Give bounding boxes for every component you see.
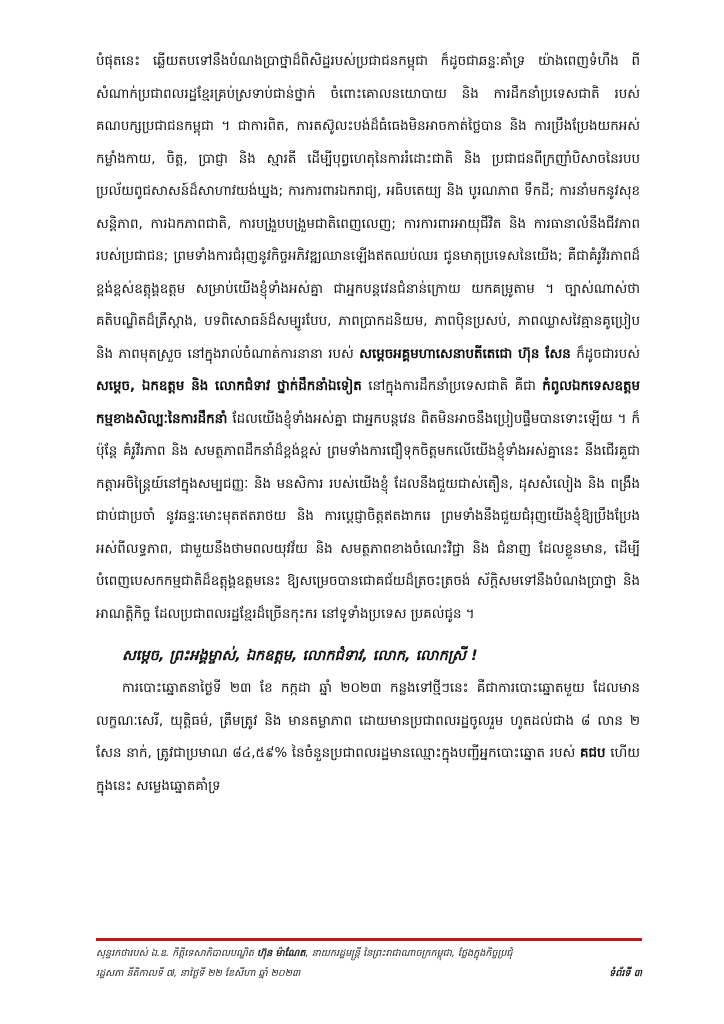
footer-line-2 [96,964,642,984]
bold-leaders: សម្តេច, ឯកឧត្តម និង លោកជំទាវ ថ្នាក់ដឹកនាំឯទៀត [96,379,362,394]
page-footer [96,944,642,984]
page-number: ទំព័រទី ៣ [609,968,642,979]
bold-name-hun-sen: សម្តេចអគ្គមហាសេនាបតីតេជោ ហ៊ុន សែន [359,346,571,362]
paragraph-1-text-c: ក៏ដូចជារបស់ [570,346,640,362]
paragraph-2-text-a: ការបោះឆ្នោតនាថ្ងៃទី ២៣ ខែ កក្កដា ឆ្នាំ ២០២៣ កន្លងទៅថ្មីៗនេះ គឺជាការបោះឆ្នោតមួយ ដែលមានលក្ខណៈសេរី, យុត្តិធម៌, ត្រឹមត្រូវ និង មានតម្លាភាព ដោយមានប្រជាពលរដ្ឋចូលរួម ហូតដល់ជាង ៨ លាន ២ សែន នាក់, ត្រូវជាប្រមាណ ៨៤,៥៩% នៃចំនួនប្រជាពលរដ្ឋមានឈ្មោះក្នុងបញ្ជីអ្នកបោះឆ្នោត របស់ [96,681,640,761]
bold-nec: គជប [580,746,606,761]
paragraph-1-text-a: បំផុតនេះ ឆ្លើយតបទៅនឹងបំណងប្រាថ្នាដ៏ពិសិដ្ឋរបស់ប្រជាជនកម្ពុជា ក៏ដូចជាឆន្ទៈគាំទ្រ យ៉ាងពេញទំហឹង ពីសំណាក់ប្រជាពលរដ្ឋខ្មែរគ្រប់ស្រទាប់ជាន់ថ្នាក់ ចំពោះគោលនយោបាយ និង ការដឹកនាំប្រទេសជាតិ របស់គណបក្សប្រជាជនកម្ពុជា ។ ជាការពិត, ការតស៊ូលះបង់ដ៏ធំធេងមិនអាចកាត់ថ្លៃបាន និង ការប្រឹងប្រែងយកអស់កម្លាំងកាយ, ចិត្ត, ប្រាជ្ញា និង ស្មារតី ដើម្បីបុព្វហេតុនៃការរំដោះជាតិ និង ប្រជាជនពីក្រញាំបិសាចនៃរបបប្រល័យពូជសាសន៍ដ៏សាហាវយង់ឃ្នង; ការការពារឯករាជ្យ, អធិបតេយ្យ និង បូរណភាព ទឹកដី; ការនាំមកនូវសុខសន្តិភាព, ការឯកភាពជាតិ, ការបង្រួបបង្រួមជាតិពេញលេញ; ការការពារអាយុជីវិត និង ការធានាលំនឹងជីវភាព របស់ប្រជាជន; ព្រមទាំងការជំរុញនូវកិច្ចអភិវឌ្ឍឈានឡើងឥតឈប់ឈរ ជូនមាតុប្រទេសនៃយើង; គឺជាគំរូវីរភាពដ៏ខ្ពង់ខ្ពស់ឧត្តុង្គឧត្តម សម្រាប់យើងខ្ញុំទាំងអស់គ្នា ជាអ្នកបន្តវេនជំនាន់ក្រោយ យកគម្រូតាម ។ ច្បាស់ណាស់ថា គតិបណ្ឌិតដ៏ត្រឹស្តាង, បទពិសោធន៍ដ៏សម្បូរបែប, ភាពប្រាកដនិយម, ភាពប៉ិនប្រសប់, ភាពឈ្លាសវៃគ្មានគូប្រៀប និង ភាពមុតស្រួច នៅក្នុងរាល់ចំណាត់ការនានា របស់ [96,54,640,362]
paragraph-1-text-e: ដែលយើងខ្ញុំទាំងអស់គ្នា ជាអ្នកបន្តវេន ពិតមិនអាចនឹងប្រៀបផ្ទឹមបានទោះឡើយ ។ ក៏ប៉ុន្តែ គំរូវីរភាព និង សមត្ថភាពដឹកនាំដ៏ខ្ពង់ខ្ពស់ ព្រមទាំងការជឿទុកចិត្តមកលើយើងខ្ញុំទាំងអស់គ្នានេះ នឹងជើរគួជាកត្តាអចិន្ត្រៃយ៍នៅក្នុងសម្បជញ្ញៈ និង មនសិការ របស់យើងខ្ញុំ ដែលនឹងជួយជាស់តឿន, ដុសសំលៀង និង ពង្រឹងជាប់ជាប្រចាំ នូវឆន្ទៈមោះមុតឥតរាថយ និង ការប្តេជ្ញាចិត្តឥតងាករេ ព្រមទាំងនឹងជួយជំរុញយើងខ្ញុំឱ្យប្រឹងប្រែងអស់ពីលទ្ធភាព, ជាមួយនឹងថាមពលយុវវ័យ និង សមត្ថភាពខាងចំណេះវិជ្ជា និង ជំនាញ ដែលខ្លួនមាន, ដើម្បីបំពេញបេសកកម្មជាតិដ៏ឧត្តុង្គឧត្តមនេះ ឱ្យសម្រេចបានជោគជ័យដ៏ត្រចះត្រចង់ ស័ក្តិសមទៅនឹងបំណងប្រាថ្នា និង អាណត្តិកិច្ច ដែលប្រជាពលរដ្ឋខ្មែរដ៏ច្រើនកុះករ នៅទូទាំងប្រទេស ប្រគល់ជូន ។ [96,411,640,622]
footer-line-1 [96,944,642,964]
salutation-line: សម្តេច, ព្រះអង្គម្ចាស់, ឯកឧត្តម, លោកជំទាវ, លោក, លោកស្រី ! [122,648,478,664]
speech-body [96,46,640,803]
paragraph-1-text-d: នៅក្នុងការដឹកនាំប្រទេសជាតិ គឺជា [361,379,543,394]
footer-date: រដ្ឋសភា នីតិកាលទី ៧, នាថ្ងៃទី ២២ ខែសីហា ឆ្នាំ ២០២៣ [96,968,301,979]
paragraph-2-text-c: ហើយក្នុងនេះ សម្លេងឆ្នោតគាំទ្រ [96,746,641,794]
footer-line-1-a: សុន្ទរកថារបស់ ឯ.ឧ. កិត្តិទេសាភិបាលបណ្ឌិត [96,948,257,959]
footer-line-1-c: , នាយករដ្ឋមន្ត្រី នៃព្រះរាជាណាចក្រកម្ពុជា, ថ្លែងក្នុងកិច្ចប្រជុំ [305,948,513,959]
footer-speaker-name: ហ៊ុន ម៉ាណែត [256,948,306,959]
bold-leadership-art: កំពូលឯកទេសឧត្តមកម្មខាងសិល្បៈនៃការដឹកនាំ [96,379,640,427]
paragraph-2 [96,673,640,803]
footer-divider [96,938,642,941]
paragraph-1 [96,46,640,631]
